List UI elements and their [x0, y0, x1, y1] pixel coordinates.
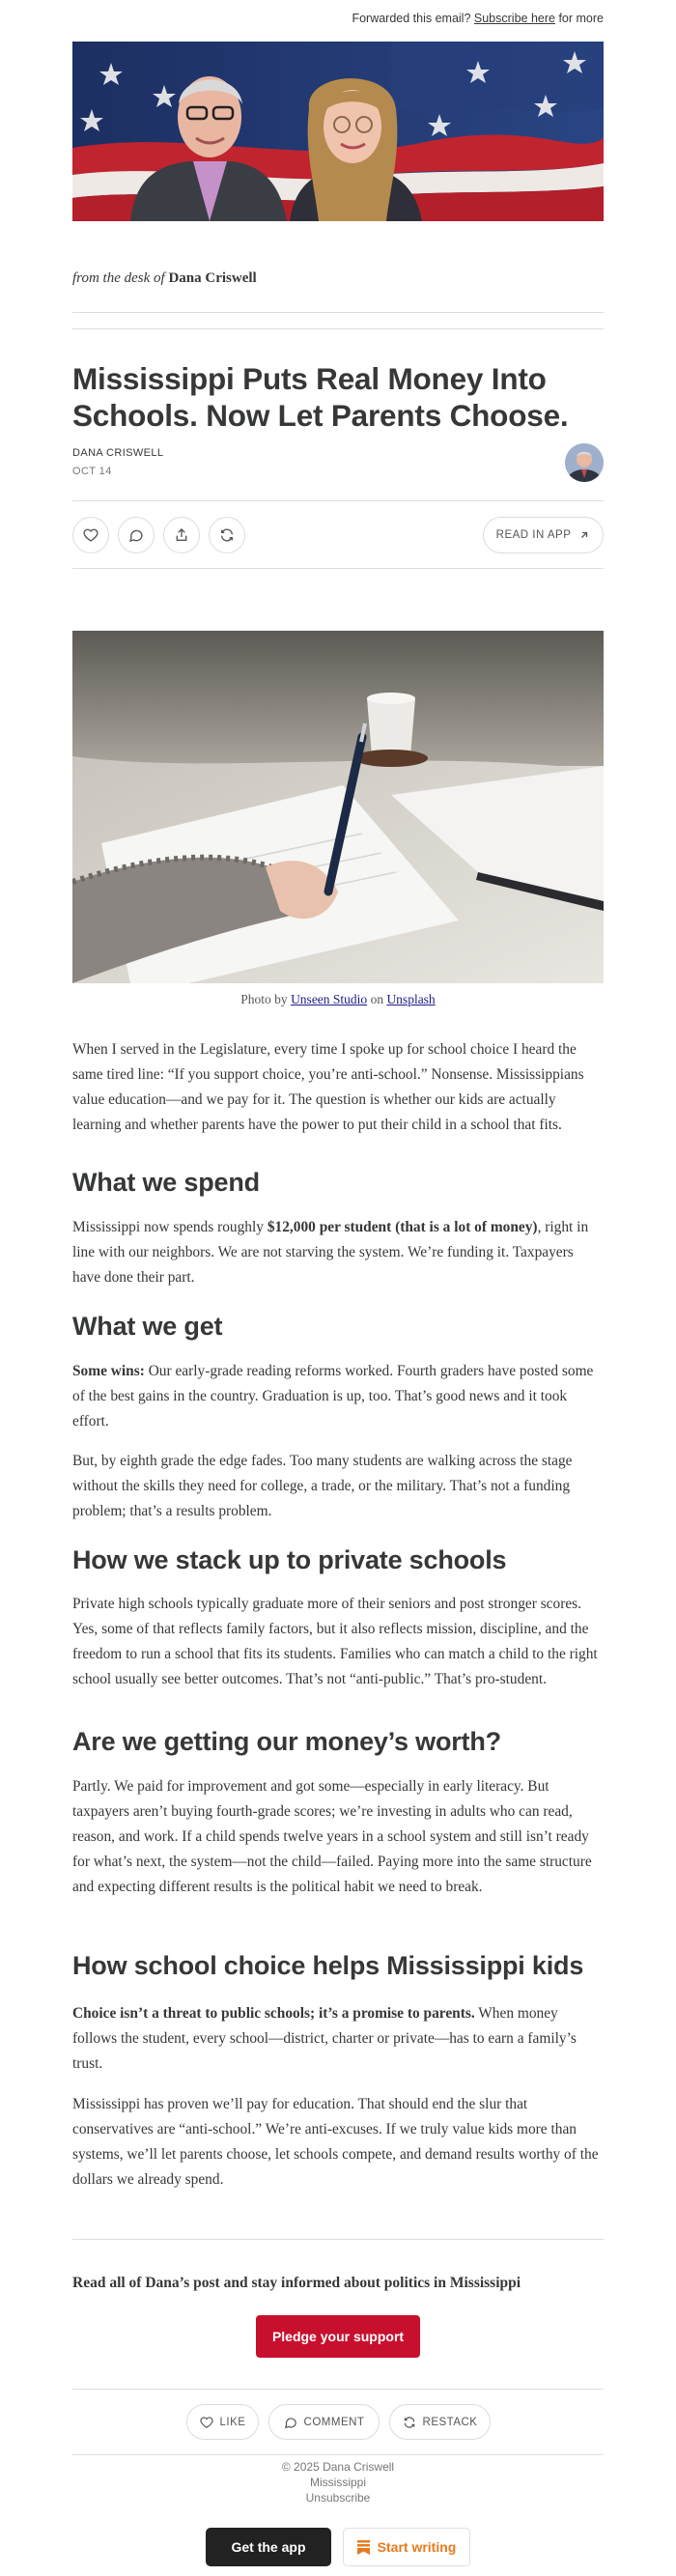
divider: [72, 2454, 604, 2455]
divider: [72, 312, 604, 313]
image-caption: Photo by Unseen Studio on Unsplash: [240, 992, 436, 1006]
comment-icon: [284, 2416, 297, 2429]
pledge-support-button[interactable]: Pledge your support: [256, 2315, 420, 2358]
paragraph-worth: Partly. We paid for improvement and got some—especially in early literacy. But taxpayers aren’t buying fourth-grade scores; we’re investing in adults who can read, reason, and work. If a child spends twelve years in a school system and still isn’t ready for what’s next, the system—not the child—failed. Paying more into the same structure and expecting different results is the political habit we need to break.: [72, 1778, 592, 1895]
post-date: OCT 14: [72, 466, 112, 477]
comment-button[interactable]: [118, 517, 155, 553]
heart-icon: [200, 2416, 213, 2429]
paragraph-get: Some wins: Our early-grade reading reforms worked. Fourth graders have posted some of the best gains in the country. Graduation is up, too. That’s good news and it took effort.: [72, 1363, 594, 1430]
divider: [72, 328, 604, 329]
comment-icon: [128, 527, 144, 543]
heading-what-we-spend: What we spend: [72, 1168, 260, 1197]
heading-what-we-get: What we get: [72, 1312, 223, 1341]
forward-line: Forwarded this email? Subscribe here for more: [352, 12, 604, 25]
divider: [72, 500, 604, 501]
publication-author[interactable]: Dana Criswell: [168, 270, 257, 286]
restack-icon: [219, 527, 235, 543]
heart-icon: [83, 527, 99, 543]
post-author[interactable]: DANA CRISWELL: [72, 447, 164, 459]
from-desk-line: from the desk of Dana Criswell: [72, 270, 257, 286]
heading-money-worth: Are we getting our money’s worth?: [72, 1727, 501, 1756]
subscribe-cta-text: Read all of Dana’s post and stay informed about politics in Mississippi: [72, 2275, 521, 2291]
paragraph-get-2: But, by eighth grade the edge fades. Too many students are walking across the stage without the skills they need for college, a trade, or the military. That’s not a funding problem; that’s a results problem.: [72, 1453, 573, 1519]
article-image: [72, 631, 604, 983]
like-button[interactable]: [72, 517, 109, 553]
read-in-app-button[interactable]: READ IN APP: [483, 517, 604, 553]
start-writing-button[interactable]: Start writing: [343, 2528, 470, 2566]
footer-copyright: © 2025 Dana Criswell: [281, 2460, 395, 2474]
restack-icon: [403, 2416, 416, 2429]
heading-private-schools: How we stack up to private schools: [72, 1545, 507, 1574]
header-image: [72, 42, 604, 221]
paragraph-private: Private high schools typically graduate more of their seniors and post stronger scores. Yes, some of that reflects family factors, but it also reflects mission, discipline, and the freedom to run a school that fits its students. Families who can match a child to the right school usually see better outcomes. That’s not “anti-public.” That’s pro-student.: [72, 1596, 598, 1687]
restack-button[interactable]: [209, 517, 245, 553]
like-pill-button[interactable]: LIKE: [186, 2404, 259, 2440]
paragraph-closing: Mississippi has proven we’ll pay for education. That should end the slur that conservatives are “anti-school.” We’re anti-excuses. If we truly value kids more than systems, we’ll let parents choose, let schools compete, and demand results worthy of the dollars we already spend.: [72, 2096, 599, 2188]
substack-logo-icon: [357, 2540, 370, 2555]
get-the-app-button[interactable]: Get the app: [206, 2528, 331, 2566]
divider: [72, 568, 604, 569]
photographer-link[interactable]: Unseen Studio: [291, 992, 368, 1006]
avatar[interactable]: [565, 443, 604, 482]
divider: [72, 2389, 604, 2390]
arrow-up-right-icon: [578, 529, 590, 541]
paragraph-intro: When I served in the Legislature, every time I spoke up for school choice I heard the same tired line: “If you support choice, you’re anti-school.” Nonsense. Mississippians value education—and we pay for it. The question is whether our kids are actually learning and whether parents have the power to put their child in a school that fits.: [72, 1041, 584, 1133]
post-title: Mississippi Puts Real Money Into Schools. Now Let Parents Choose.: [72, 361, 569, 433]
share-button[interactable]: [163, 517, 200, 553]
unsplash-link[interactable]: Unsplash: [386, 992, 436, 1006]
share-icon: [174, 527, 189, 543]
restack-pill-button[interactable]: RESTACK: [389, 2404, 491, 2440]
comment-pill-button[interactable]: COMMENT: [268, 2404, 380, 2440]
paragraph-spend: Mississippi now spends roughly $12,000 per student (that is a lot of money), right in line with our neighbors. We are not starving the system. We’re funding it. Taxpayers have done their part.: [72, 1219, 589, 1286]
subscribe-link[interactable]: Subscribe here: [473, 12, 555, 25]
heading-school-choice: How school choice helps Mississippi kids: [72, 1951, 584, 1980]
divider: [72, 2239, 604, 2240]
footer-location: Mississippi: [309, 2476, 366, 2489]
paragraph-choice: Choice isn’t a threat to public schools; it’s a promise to parents. When money follows the student, every school—district, charter or private—has to earn a family’s trust.: [72, 2005, 577, 2072]
unsubscribe-link[interactable]: Unsubscribe: [305, 2491, 371, 2505]
